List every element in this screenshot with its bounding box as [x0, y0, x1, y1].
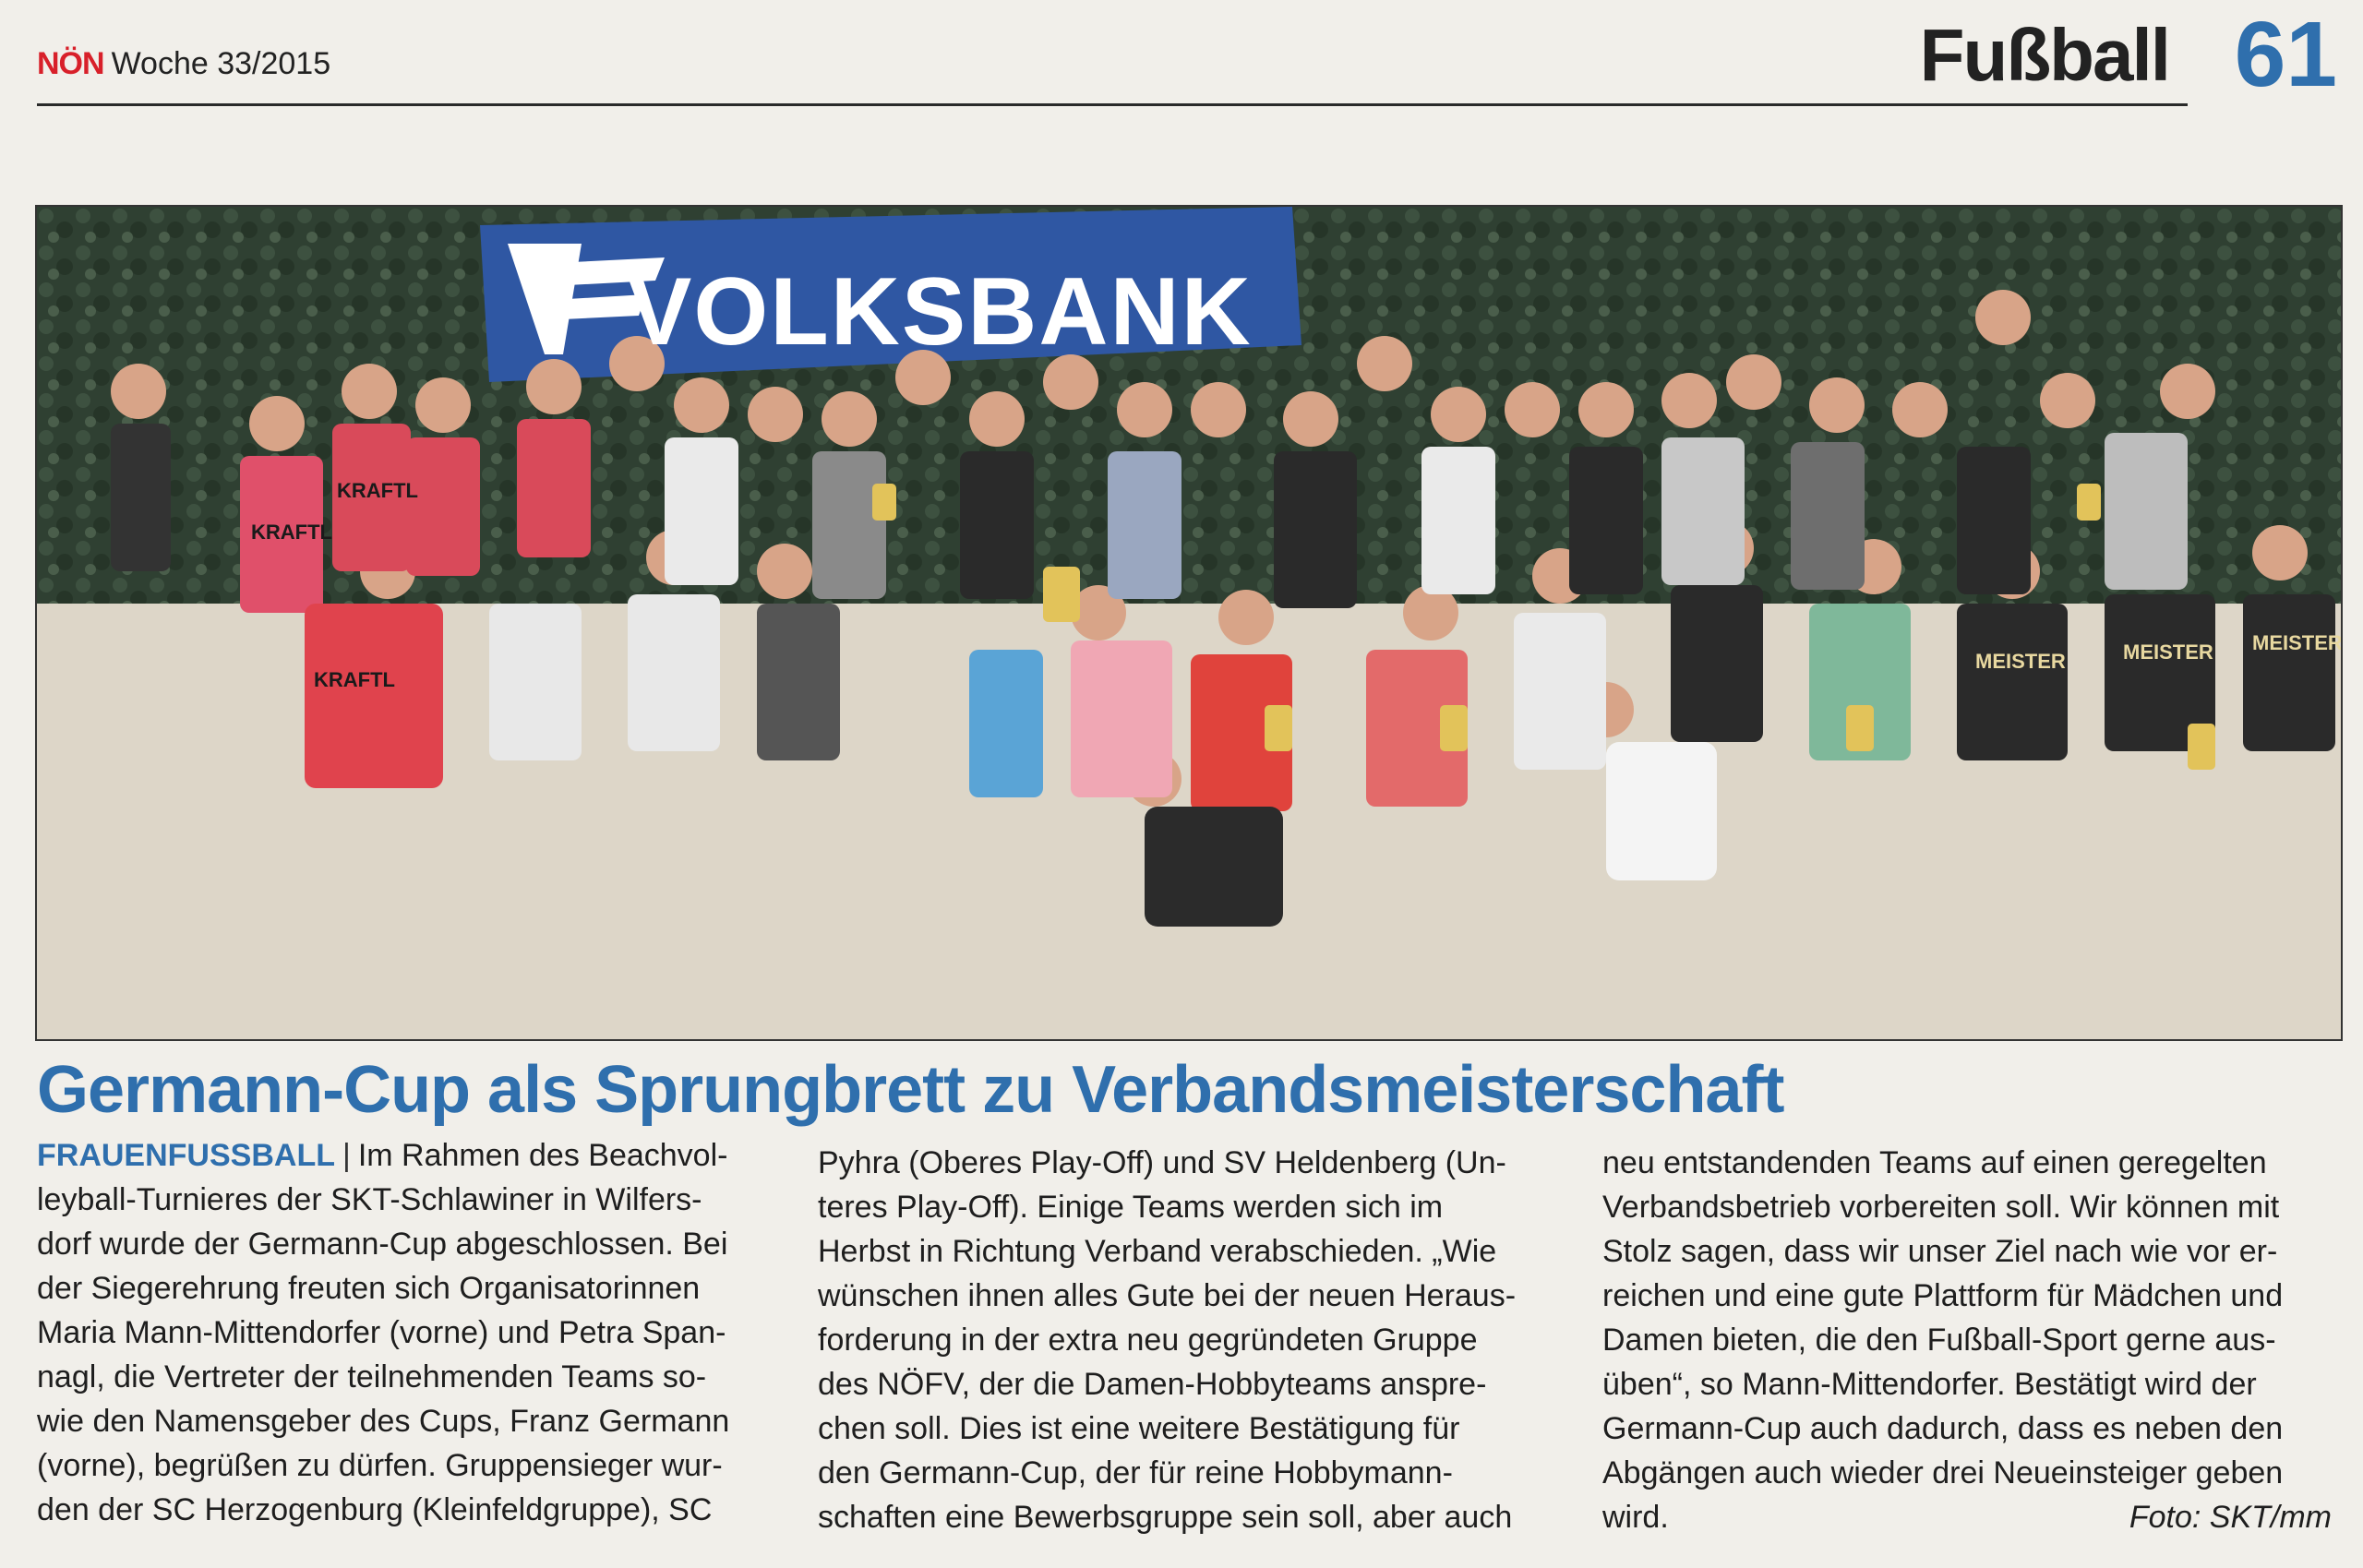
text-line: der Siegerehrung freuten sich Organisatorinnen [37, 1271, 701, 1306]
photo-credit: Foto: SKT/mm [2129, 1500, 2332, 1535]
article-column-1 [37, 1133, 775, 1532]
masthead-left [37, 46, 330, 82]
banner-text: VOLKSBANK [628, 258, 1253, 365]
kicker-divider: | [342, 1138, 351, 1173]
page-number: 61 [2234, 3, 2337, 106]
jersey-label: KRAFTL [314, 668, 395, 691]
text-line: chen soll. Dies ist eine weitere Bestätigung für [818, 1411, 1460, 1446]
text-line: (vorne), begrüßen zu dürfen. Gruppensieger wur- [37, 1448, 723, 1483]
text-line: Germann-Cup auch dadurch, dass es neben den [1602, 1411, 2284, 1446]
last-line [1602, 1495, 2332, 1539]
text-line: Stolz sagen, dass wir unser Ziel nach wie vor er- [1602, 1234, 2278, 1269]
text-line: Im Rahmen des Beachvol- [357, 1138, 728, 1173]
header-rule [37, 103, 2188, 106]
text-line: forderung in der extra neu gegründeten Gruppe [818, 1323, 1478, 1358]
article-column-3 [1602, 1141, 2332, 1539]
text-line: Pyhra (Oberes Play-Off) und SV Heldenberg (Un- [818, 1145, 1506, 1180]
text-line: Maria Mann-Mittendorfer (vorne) und Petra Span- [37, 1315, 726, 1350]
jersey-label: MEISTER [2123, 640, 2213, 664]
team-photo [35, 205, 2343, 1041]
text-line: wird. [1602, 1500, 1669, 1535]
brand-logo: NÖN [37, 46, 104, 81]
jersey-label: KRAFTL [251, 521, 332, 544]
article-column-2 [818, 1141, 1575, 1539]
text-line: Abgängen auch wieder drei Neueinsteiger geben [1602, 1455, 2284, 1490]
section-title: Fußball [1919, 14, 2169, 96]
text-line: wünschen ihnen alles Gute bei der neuen Heraus- [818, 1278, 1517, 1313]
text-line: schaften eine Bewerbsgruppe sein soll, aber auch [818, 1500, 1513, 1535]
text-line: Verbandsbetrieb vorbereiten soll. Wir können mit [1602, 1190, 2280, 1225]
jersey-label: KRAFTL [337, 479, 418, 502]
text-line: den Germann-Cup, der für reine Hobbymann- [818, 1455, 1453, 1490]
lead-line [37, 1133, 775, 1178]
article-kicker: FRAUENFUSSBALL [37, 1138, 335, 1173]
jersey-label: MEISTER [1975, 650, 2066, 673]
text-line: wie den Namensgeber des Cups, Franz Germann [37, 1404, 730, 1439]
text-line: neu entstandenden Teams auf einen geregelten [1602, 1145, 2267, 1180]
text-line: teres Play-Off). Einige Teams werden sich im [818, 1190, 1444, 1225]
text-line: nagl, die Vertreter der teilnehmenden Teams so- [37, 1359, 707, 1394]
text-line: des NÖFV, der die Damen-Hobbyteams anspre- [818, 1367, 1487, 1402]
text-line: Herbst in Richtung Verband verabschieden. „Wie [818, 1234, 1497, 1269]
text-line: dorf wurde der Germann-Cup abgeschlossen. Bei [37, 1227, 728, 1262]
text-line: Damen bieten, die den Fußball-Sport gerne aus- [1602, 1323, 2276, 1358]
text-line: üben“, so Mann-Mittendorfer. Bestätigt wird der [1602, 1367, 2257, 1402]
text-line: leyball-Turnieres der SKT-Schlawiner in Wilfers- [37, 1182, 702, 1217]
text-line: den der SC Herzogenburg (Kleinfeldgruppe), SC [37, 1492, 713, 1527]
text-line: reichen und eine gute Plattform für Mädchen und [1602, 1278, 2284, 1313]
article-headline: Germann-Cup als Sprungbrett zu Verbandsmeisterschaft [37, 1053, 1784, 1127]
issue-label: Woche 33/2015 [111, 46, 331, 81]
jersey-label: MEISTER [2252, 631, 2343, 654]
